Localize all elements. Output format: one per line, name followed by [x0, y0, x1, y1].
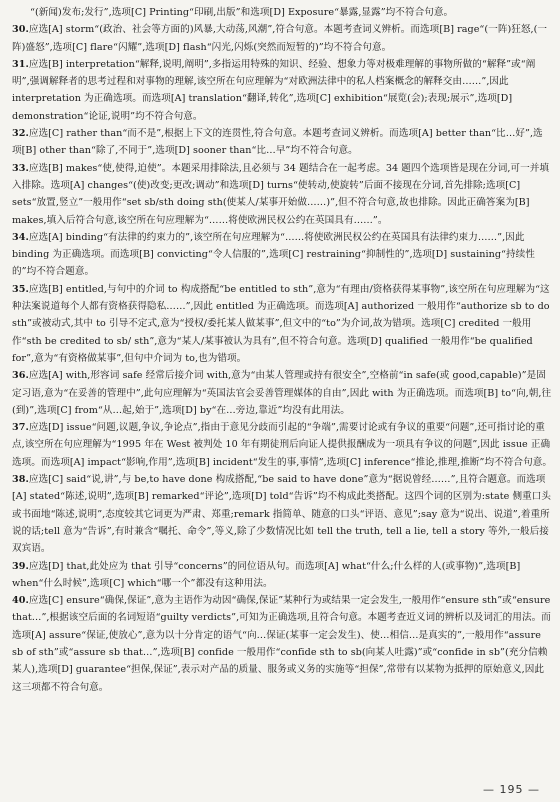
entry-number: 30.	[12, 24, 29, 36]
entry-number: 36.	[12, 370, 29, 382]
entry-text: 应选[D] issue“问题,议题,争议,争论点”,指由于意见分歧而引起的“争端”,需要讨论或有争议的重要“问题”,还可指讨论的重点,该空所在句应理解为“1995 年在 West 被判处 10 年有期徒刑后向证人提供报酬成为一项具有争议的问题”,因此 issue 正确选项。而选项[A] impact“影响,作用”,选项[B] incident“发生的事,事情”,选项[C] inference“推论,推理,推断”均不符合句意。	[12, 422, 553, 468]
entry-text: 应选[A] storm“(政治、社会等方面的)风暴,大动荡,风潮”,符合句意。本题考查词义辨析。而选项[B] rage“(一阵)狂怒,(一阵)盛怒”,选项[C] flare“闪耀”,选项[D] flash“闪光,闪烁(突然而短暂的)”均不符合句意。	[12, 24, 548, 53]
entry-37	[12, 419, 552, 471]
entry-32	[12, 125, 552, 160]
entry-30	[12, 21, 552, 56]
entry-number: 32.	[12, 128, 29, 140]
entry-text: “(新闻)发布;发行”,选项[C] Printing“印刷,出版”和选项[D] Exposure“暴露,显露”均不符合句意。	[30, 7, 454, 18]
entry-text: 应选[B] entitled,与句中的介词 to 构成搭配“be entitled to sth”,意为“有理由/资格获得某事物”,该空所在句应理解为“这种法案说道每个人都有资格获得隐私……”,因此 entitled 为正确选项。而选项[A] authorized 一般用作“authorize sb to do sth”或被动式,其中 to 引导不定式,意为“授权/委托某人做某事”,但文中的“to”为介词,故为错项。选项[C] credited 一般用作“sth be credited to sb/ sth”,意为“某人/某事被认为具有”,但不符合句意。选项[D] qualified 一般用作“be qualified for”,意为“有资格做某事”,但句中介词为 to,也为错项。	[12, 283, 550, 364]
entry-text: 应选[D] that,此处应为 that 引导“concerns”的同位语从句。而选项[A] what“什么;什么样的人(或事物)”,选项[B] when“什么时候”,选项[C] which“哪一个”都没有这种用法。	[12, 560, 521, 589]
entry-number: 37.	[12, 422, 29, 434]
entry-number: 33.	[12, 162, 29, 174]
entry-number: 39.	[12, 560, 29, 572]
entry-number: 38.	[12, 474, 29, 486]
entry-text: 应选[B] makes“使,使得,迫使”。本题采用排除法,且必须与 34 题结合在一起考虑。34 题四个选项皆是现在分词,可一并填入排除。选项[A] changes“(使)改变;更改;调动”和选项[D] turns“使转动,使旋转”后面不接现在分词,首先排除;选项[C] sets“放置,竖立”一般用作“set sb/sth doing sth(使某人/某事开始做……)”,但不符合句意,故也排除。因此正确答案为[B] makes,填入后符合句意,该空所在句应理解为“……将使欧洲民权公约在英国具有……”。	[12, 162, 550, 226]
entry-text: 应选[A] binding“有法律的约束力的”,该空所在句应理解为“……将使欧洲民权公约在英国具有法律约束力……”,因此 binding 为正确选项。而选项[B] convicting“令人信服的”,选项[C] restraining“抑制性的”,选项[D] sustaining“持续性的”均不符合题意。	[12, 231, 535, 278]
entry-40	[12, 592, 552, 696]
entry-number: 40.	[12, 595, 29, 607]
page-number: — 195 —	[483, 783, 540, 796]
entry-text: 应选[A] with,形容词 safe 经常后接介词 with,意为“由某人管理或持有很安全”,空格前“in safe(或 good,capable)”是固定习语,意为“在妥善的管理中”,此句应理解为“英国法官会妥善管理媒体的自由”,因此 with 为正确选项。而选项[B] to“向,朝,往(到)”,选项[C] from“从…起,始于”,选项[D] by“在…旁边,靠近”均没有此用法。	[12, 370, 552, 416]
entry-39	[12, 558, 552, 593]
entry-33	[12, 160, 552, 229]
entry-34	[12, 229, 552, 281]
answer-explanation-text	[12, 4, 552, 696]
entry-text: 应选[C] rather than“而不是”,根据上下文的连贯性,符合句意。本题考查词义辨析。而选项[A] better than“比…好”,选项[B] other than“除了,不同于”,选项[D] sooner than“比…早”均不符合句意。	[12, 128, 543, 157]
entry-29-continued	[12, 4, 552, 21]
entry-35	[12, 281, 552, 367]
entry-number: 34.	[12, 231, 29, 243]
entry-36	[12, 367, 552, 419]
entry-text: 应选[C] said“说,讲”,与 be,to have done 构成搭配,“be said to have done”意为“据说曾经……”,且符合题意。而选项[A] stated“陈述,说明”,选项[B] remarked“评论”,选项[D] told“告诉”均不构成此类搭配。这四个词的区别为:state 侧重口头或书面地“陈述,说明”,态度较其它词更为严肃、郑重;remark 指简单、随意的口头“评语、意见”;say 意为“说出、说道”,着重所说的话;tell 意为“告诉”,有时兼含“嘱托、命令”,等义,除了少数情况比如 tell the truth, tell a lie, tell a story 等外,一般后接双宾语。	[12, 474, 552, 555]
entry-text: 应选[C] ensure“确保,保证”,意为主语作为动因“确保,保证”某种行为或结果一定会发生,一般用作“ensure sth”或“ensure that…”,根据该空后面的名词短语“guilty verdicts”,可知为正确选项,且符合句意。本题考查近义词的辨析以及词汇的用法。而选项[A] assure“保证,使放心”,意为以十分肯定的语气“向…保证(某事一定会发生)、使…相信…是真实的”,一般用作“assure sb of sth”或“assure sb that…”,选项[B] confide 一般用作“confide sth to sb(向某人吐露)”或“confide in sb”(充分信赖某人),选项[D] guarantee“担保,保证”,表示对产品的质量、服务或义务的实施等“担保”,常带有以某物为抵押的原始意义,因此这三项都不符合句意。	[12, 595, 551, 693]
entry-text: 应选[B] interpretation“解释,说明,阐明”,多指运用特殊的知识、经验、想象力等对极难理解的事物所做的“解释”或“阐明”,强调解释者的思考过程和对事物的理解,该空所在句应理解为“对欧洲法律中的私人档案概念的解释交由……”,因此 interpretation 为正确选项。而选项[A] translation“翻译,转化”,选项[C] exhibition“展览(会);表现;展示”,选项[D] demonstration“论证,说明”均不符合句意。	[12, 58, 536, 122]
entry-31	[12, 56, 552, 125]
entry-number: 31.	[12, 58, 29, 70]
entry-38	[12, 471, 552, 557]
entry-number: 35.	[12, 283, 29, 295]
